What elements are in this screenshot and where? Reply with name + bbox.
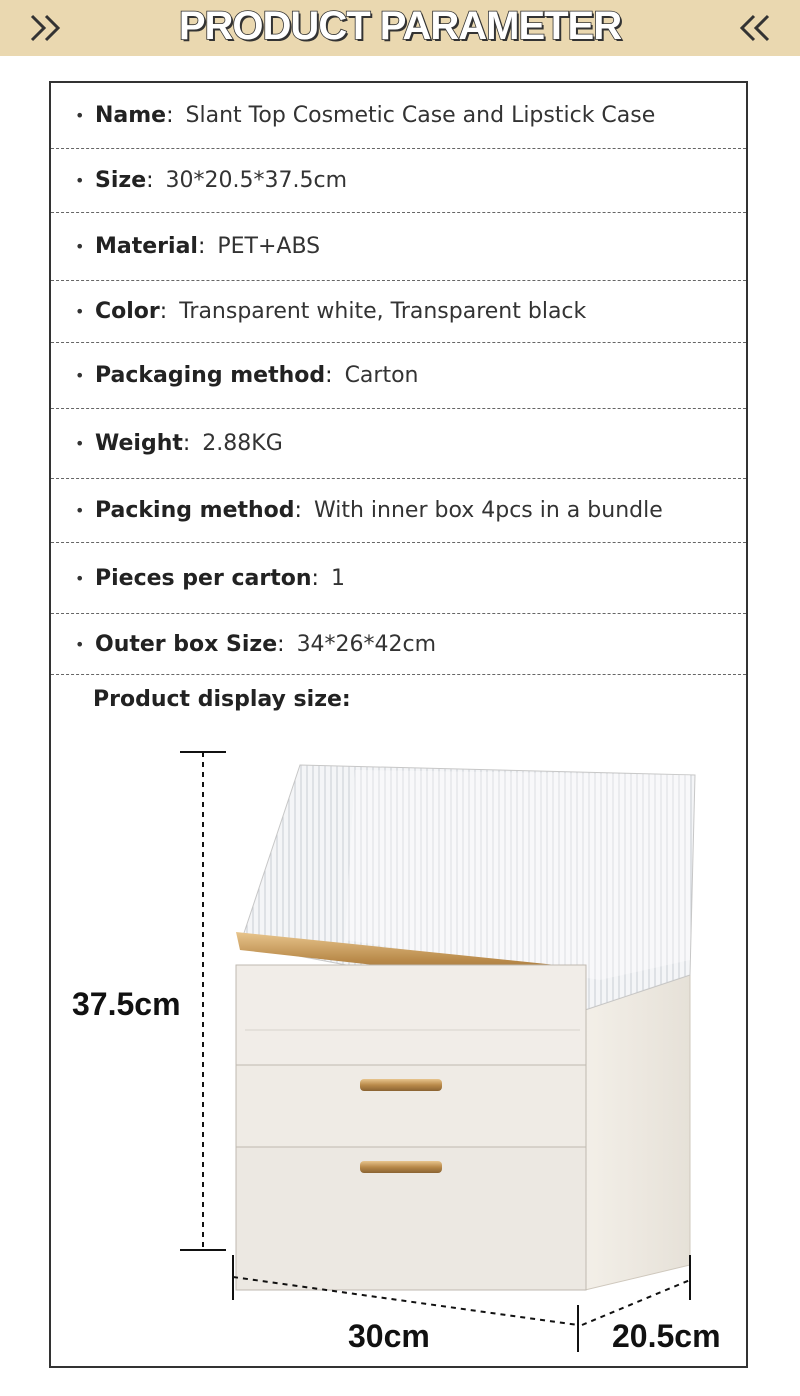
param-label: Outer box Size (95, 631, 278, 657)
bullet: • (75, 568, 85, 588)
bullet: • (75, 106, 85, 125)
param-value: 2.88KG (202, 431, 283, 456)
param-value: With inner box 4pcs in a bundle (313, 498, 663, 523)
param-label: Color (95, 299, 160, 324)
param-label: Size (95, 168, 147, 193)
param-value: Transparent white, Transparent black (179, 299, 587, 324)
bullet: • (75, 302, 85, 321)
page-title: PRODUCT PARAMETER (178, 4, 622, 48)
param-value: 30*20.5*37.5cm (165, 168, 348, 193)
bullet: • (75, 634, 85, 654)
param-value: 1 (330, 565, 345, 591)
param-row-material: • Material : PET+ABS (51, 213, 746, 281)
height-dimension-label: 37.5cm (72, 986, 181, 1022)
param-row-weight: • Weight : 2.88KG (51, 409, 746, 479)
bullet: • (75, 501, 85, 520)
display-size-title: Product display size: (93, 687, 351, 712)
param-label: Material (95, 234, 198, 259)
bullet: • (75, 366, 85, 385)
drawer-top (236, 965, 586, 1065)
param-label: Pieces per carton (95, 565, 312, 591)
case-side-panel (585, 975, 690, 1290)
param-label: Name (95, 103, 167, 128)
bullet: • (75, 237, 85, 256)
param-label: Weight (95, 431, 183, 456)
param-label: Packaging method (95, 363, 326, 388)
param-row-packaging: • Packaging method : Carton (51, 343, 746, 409)
bullet: • (75, 171, 85, 190)
drawer-handle-1 (360, 1079, 442, 1091)
param-row-color: • Color : Transparent white, Transparent black (51, 281, 746, 343)
param-row-size: • Size : 30*20.5*37.5cm (51, 149, 746, 213)
drawer-middle (236, 1065, 586, 1147)
bullet: • (75, 434, 85, 453)
drawer-handle-2 (360, 1161, 442, 1173)
depth-dimension-label: 20.5cm (612, 1318, 721, 1354)
width-dimension-label: 30cm (348, 1318, 430, 1354)
param-row-outer-box: • Outer box Size : 34*26*42cm (51, 614, 746, 675)
param-label: Packing method (95, 498, 295, 523)
param-value: PET+ABS (217, 234, 321, 259)
param-row-pieces: • Pieces per carton : 1 (51, 543, 746, 614)
param-row-packing: • Packing method : With inner box 4pcs in a bundle (51, 479, 746, 543)
param-value: 34*26*42cm (296, 631, 437, 657)
param-row-name: • Name : Slant Top Cosmetic Case and Lipstick Case (51, 83, 746, 149)
param-value: Carton (344, 363, 419, 388)
param-value: Slant Top Cosmetic Case and Lipstick Case (185, 103, 656, 128)
